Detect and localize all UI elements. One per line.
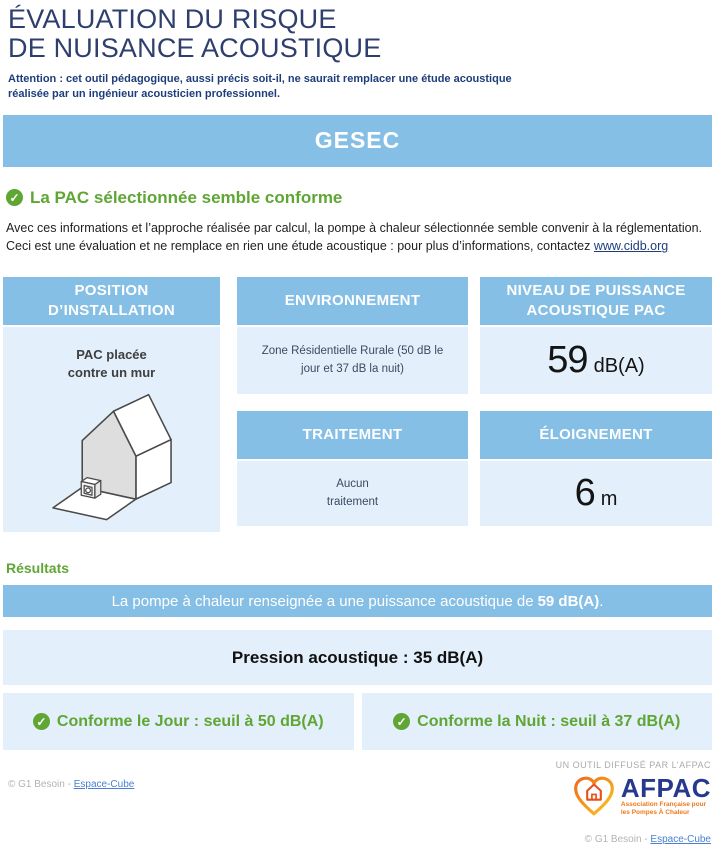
eloignement-unit: m [600,488,618,511]
check-circle-icon: ✓ [33,713,50,730]
conformity-day-text: Conforme le Jour : seuil à 50 dB(A) [56,712,324,730]
traitement-value-line2: traitement [326,495,379,508]
conformity-night-text: Conforme la Nuit : seuil à 37 dB(A) [417,712,681,730]
brand-name: GESEC [314,127,401,154]
card-environnement-header: ENVIRONNEMENT [237,277,468,325]
page-title [8,5,709,63]
card-position-header: POSITION D’INSTALLATION [3,277,220,325]
eloignement-value [575,472,618,515]
brand-banner [3,115,712,167]
card-environnement [237,277,468,394]
status-line [0,188,717,208]
card-column-right [480,277,712,532]
card-column-middle [237,277,468,532]
card-position-body [3,327,220,532]
card-environnement-body [237,327,468,394]
espace-cube-link[interactable]: Espace-Cube [650,834,711,845]
result-banner [3,585,712,617]
afpac-name: AFPAC [620,773,711,804]
credit-right-prefix: © G1 Besoin - [584,834,651,845]
credit-left [8,779,134,790]
credit-left-prefix: © G1 Besoin - [8,779,74,790]
position-value-line1: PAC placée [76,347,147,363]
afpac-heart-icon [572,775,616,817]
check-circle-icon: ✓ [6,189,23,206]
card-eloignement-header: ÉLOIGNEMENT [480,411,712,459]
result-banner-text: La pompe à chaleur renseignée a une puissance acoustique de [111,592,534,610]
afpac-subtitle-line2: les Pompes À Chaleur [620,809,690,817]
card-traitement-body [237,461,468,526]
status-description [0,219,717,257]
result-banner-value: 59 dB(A) [537,592,600,610]
afpac-subtitle-line1: Association Française pour [620,801,707,809]
result-banner-suffix: . [599,592,604,610]
page-title-line2: DE NUISANCE ACOUSTIQUE [8,33,382,63]
card-eloignement [480,411,712,526]
cidb-link[interactable]: www.cidb.org [593,239,669,254]
traitement-value-line1: Aucun [336,478,369,491]
conformity-day-box [3,693,354,750]
diffusion-note: UN OUTIL DIFFUSÉ PAR L’AFPAC [555,760,711,771]
status-headline: La PAC sélectionnée semble conforme [30,187,343,207]
position-value-line2: contre un mur [67,365,156,381]
info-cards [0,277,717,532]
card-position [3,277,220,532]
credit-right [0,834,717,845]
warning-text: Attention : cet outil pédagogique, aussi précis soit-il, ne saurait remplacer une étude acoustique réalisée par un ingénieur acousticien professionnel. [8,73,512,100]
environnement-value: Zone Résidentielle Rurale (50 dB le jour et 37 dB la nuit) [261,345,444,375]
status-description-line2 [6,237,717,256]
card-eloignement-body [480,461,712,526]
house-isometric-drawing [9,389,214,537]
puissance-value [547,339,644,382]
pressure-box [3,630,712,685]
card-puissance-body [480,327,712,394]
house-illustration [3,389,220,542]
card-traitement [237,411,468,526]
card-puissance-header: NIVEAU DE PUISSANCE ACOUSTIQUE PAC [480,277,712,325]
status-description-line2-prefix: Ceci est une évaluation et ne remplace en rien une étude acoustique : pour plus d’informations, contactez [6,239,594,254]
conformity-row [3,693,712,750]
eloignement-number: 6 [574,472,595,515]
card-puissance [480,277,712,394]
puissance-number: 59 [547,339,588,382]
check-circle-icon: ✓ [393,713,410,730]
espace-cube-link[interactable]: Espace-Cube [73,779,135,790]
card-traitement-header: TRAITEMENT [237,411,468,459]
status-description-line1: Avec ces informations et l’approche réalisée par calcul, la pompe à chaleur sélectionnée semble convenir à la réglementation. [6,220,702,235]
results-section-title: Résultats [6,560,70,577]
afpac-wordmark [621,775,711,817]
pressure-value: Pression acoustique : 35 dB(A) [231,647,484,667]
puissance-unit: dB(A) [593,355,645,378]
conformity-night-box [362,693,713,750]
page-header [0,5,717,102]
page-title-line1: ÉVALUATION DU RISQUE [8,4,337,34]
